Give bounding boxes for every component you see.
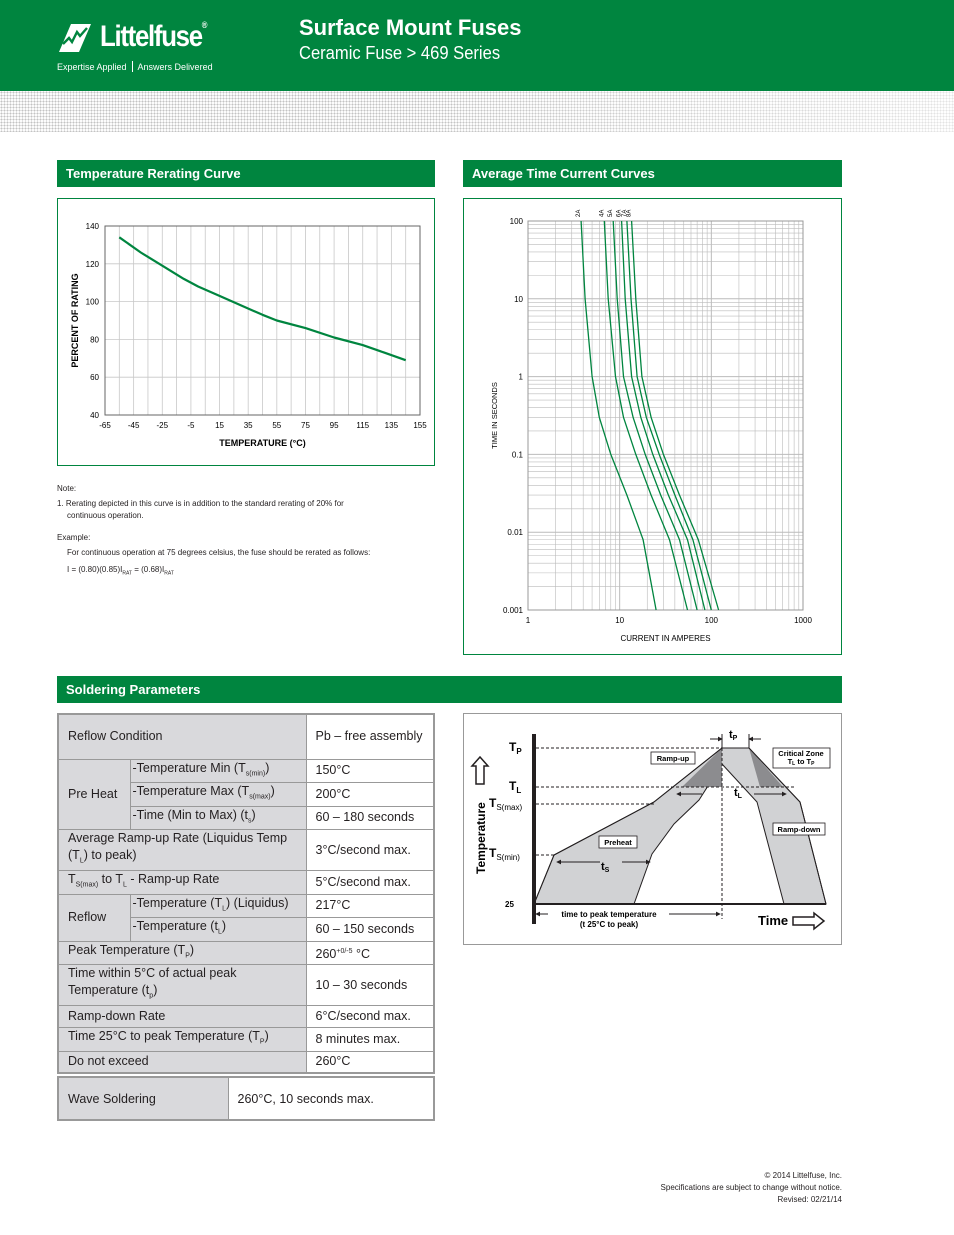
avg-ramp-label: Average Ramp-up Rate (Liquidus Temp $(T_L)$ to peak) bbox=[58, 830, 306, 871]
littelfuse-logo-icon bbox=[57, 22, 93, 54]
plot-frame bbox=[528, 221, 803, 610]
y-tick-label: 120 bbox=[85, 259, 99, 269]
page-subtitle: Ceramic Fuse > 469 Series bbox=[299, 43, 501, 63]
x-tick-label: 75 bbox=[301, 421, 310, 430]
reflow-condition-label: Reflow Condition bbox=[58, 714, 306, 759]
time-min-max-label: -Time (Min to Max) $(t_s)$ bbox=[130, 806, 306, 830]
tp-label: $T_P$ bbox=[509, 740, 522, 756]
pre-heat-label: Pre Heat bbox=[58, 759, 130, 830]
note-1-cont: continuous operation. bbox=[67, 511, 144, 520]
x-tick-label: 35 bbox=[243, 421, 253, 430]
temp-liquidus-value: 217°C bbox=[306, 894, 434, 918]
tl-label: $T_L$ bbox=[509, 779, 522, 795]
x-tick-label: 135 bbox=[384, 421, 399, 430]
series-label-7A: 7A bbox=[621, 209, 628, 217]
time-current-chart bbox=[464, 199, 841, 654]
curve-5A bbox=[613, 221, 697, 610]
x-tick-label: -45 bbox=[127, 421, 140, 430]
y-axis-label: PERCENT OF RATING bbox=[70, 273, 80, 368]
y-axis-label: TIME IN SECONDS bbox=[490, 382, 499, 449]
page-title: Surface Mount Fuses bbox=[299, 15, 522, 40]
table-row bbox=[58, 714, 434, 759]
logo-wordmark: Littelfuse® bbox=[100, 20, 208, 53]
reflow-profile-diagram bbox=[464, 714, 841, 944]
x-axis-label: TEMPERATURE (°C) bbox=[219, 438, 306, 448]
y-tick-label: 60 bbox=[90, 373, 99, 383]
time-min-max-value: 60 – 180 seconds bbox=[306, 806, 434, 830]
curve-7A bbox=[627, 221, 711, 610]
table-row bbox=[58, 941, 434, 965]
temp-liquidus-label: -Temperature $(T_L)$ (Liquidus) bbox=[130, 894, 306, 918]
tsmax-label: $T_{S(max)}$ bbox=[489, 796, 523, 812]
time-to-peak-line1: time to peak temperature bbox=[561, 910, 657, 919]
small-tp-label: tP bbox=[729, 729, 738, 742]
time-current-chart-panel bbox=[463, 198, 842, 655]
x-tick-label: 10 bbox=[615, 616, 625, 625]
small-tl-label: tL bbox=[734, 787, 742, 800]
copyright: © 2014 Littelfuse, Inc. bbox=[764, 1171, 842, 1180]
example-formula: $I = (0.80)(0.85)I_{RAT} = (0.68)I_{RAT}$ bbox=[67, 565, 174, 577]
x-tick-label: 15 bbox=[215, 421, 224, 430]
page-header bbox=[0, 0, 954, 91]
y-tick-label: 0.001 bbox=[502, 606, 523, 615]
note-1: 1. Rerating depicted in this curve is in addition to the standard rerating of 20% for bbox=[57, 499, 344, 508]
time-liquidus-value: 60 – 150 seconds bbox=[306, 918, 434, 942]
peak-temp-value: $260^{+0/-5}$ °C bbox=[306, 941, 434, 965]
note-label: Note: bbox=[57, 484, 77, 493]
wave-soldering-value: 260°C, 10 seconds max. bbox=[228, 1077, 434, 1120]
series-label-2A: 2A bbox=[576, 209, 583, 217]
ts-ramp-value: 5°C/second max. bbox=[306, 871, 434, 895]
page-footer bbox=[661, 1170, 842, 1206]
peak-temp-label: Peak Temperature $(T_P)$ bbox=[58, 941, 306, 965]
x-tick-label: -65 bbox=[99, 421, 111, 430]
temp-min-value: 150°C bbox=[306, 759, 434, 783]
do-not-exceed-value: 260°C bbox=[306, 1051, 434, 1073]
right-arrow-icon bbox=[793, 913, 824, 929]
x-tick-label: 155 bbox=[413, 421, 427, 430]
table-row bbox=[58, 871, 434, 895]
revised-date: Revised: 02/21/14 bbox=[777, 1195, 842, 1204]
rerating-section-title: Temperature Rerating Curve bbox=[57, 160, 435, 187]
time-axis-label: Time bbox=[758, 913, 789, 928]
time-within-peak-label: Time within 5°C of actual peak Temperature $(t_p)$ bbox=[58, 965, 306, 1006]
tsmin-label: $T_{S(min)}$ bbox=[489, 846, 520, 862]
soldering-parameters-table bbox=[57, 713, 435, 1074]
table-row bbox=[58, 965, 434, 1006]
example-text: For continuous operation at 75 degrees celsius, the fuse should be rerated as follows: bbox=[67, 548, 371, 557]
x-tick-label: -25 bbox=[156, 421, 169, 430]
preheat-label: Preheat bbox=[604, 838, 632, 847]
tagline: Expertise Applied Answers Delivered bbox=[57, 62, 213, 72]
y-tick-label: 100 bbox=[85, 297, 99, 307]
temp-max-value: 200°C bbox=[306, 783, 434, 807]
y-tick-label: 0.1 bbox=[511, 450, 523, 460]
x-tick-label: 100 bbox=[704, 616, 719, 625]
rerating-chart bbox=[58, 199, 434, 465]
y25-label: 25 bbox=[505, 900, 514, 909]
avg-ramp-value: 3°C/second max. bbox=[306, 830, 434, 871]
reflow-label: Reflow bbox=[58, 894, 130, 941]
y-tick-label: 1 bbox=[518, 372, 523, 382]
ts-ramp-label: $T_{S(max)}$ to $T_L$ - Ramp-up Rate bbox=[58, 871, 306, 895]
y-tick-label: 80 bbox=[90, 335, 99, 345]
wave-soldering-label: Wave Soldering bbox=[58, 1077, 228, 1120]
ramp-down-value: 6°C/second max. bbox=[306, 1006, 434, 1028]
x-tick-label: 115 bbox=[356, 421, 370, 430]
x-tick-label: -5 bbox=[187, 421, 195, 430]
x-tick-label: 1000 bbox=[794, 616, 812, 625]
reflow-condition-value: Pb – free assembly bbox=[306, 714, 434, 759]
table-row bbox=[58, 1028, 434, 1052]
time-to-peak-value: 8 minutes max. bbox=[306, 1028, 434, 1052]
ramp-down-label: Ramp-down Rate bbox=[58, 1006, 306, 1028]
small-ts-label: tS bbox=[601, 861, 610, 874]
series-label-5A: 5A bbox=[608, 209, 615, 217]
rerating-notes bbox=[57, 483, 437, 580]
critical-zone-label: Critical Zone bbox=[778, 749, 824, 758]
soldering-section-title: Soldering Parameters bbox=[57, 676, 842, 703]
time-to-peak-label: Time 25°C to peak Temperature $(T_P)$ bbox=[58, 1028, 306, 1052]
ramp-up-label: Ramp-up bbox=[656, 754, 690, 763]
table-row bbox=[58, 894, 434, 918]
table-row bbox=[58, 830, 434, 871]
series-label-4A: 4A bbox=[599, 209, 606, 217]
example-label: Example: bbox=[57, 533, 91, 542]
table-row bbox=[58, 1077, 434, 1120]
wave-soldering-table bbox=[57, 1076, 435, 1121]
time-current-section-title: Average Time Current Curves bbox=[463, 160, 842, 187]
y-tick-label: 0.01 bbox=[507, 528, 523, 538]
y-tick-label: 40 bbox=[90, 411, 99, 420]
up-arrow-icon bbox=[472, 757, 488, 784]
temperature-axis-label: Temperature bbox=[474, 802, 488, 874]
time-liquidus-label: -Temperature $(t_L)$ bbox=[130, 918, 306, 942]
time-within-peak-value: 10 – 30 seconds bbox=[306, 965, 434, 1006]
x-tick-label: 1 bbox=[525, 616, 531, 625]
time-to-peak-line2: (t 25°C to peak) bbox=[579, 920, 639, 929]
y-tick-label: 140 bbox=[85, 222, 99, 231]
temp-min-label: -Temperature Min $(T_{s(min)})$ bbox=[130, 759, 306, 783]
y-tick-label: 100 bbox=[509, 217, 523, 226]
ramp-down-label: Ramp-down bbox=[777, 825, 821, 834]
dotted-banner-fade bbox=[0, 91, 954, 132]
x-axis-label: CURRENT IN AMPERES bbox=[620, 634, 711, 643]
spec-notice: Specifications are subject to change without notice. bbox=[660, 1183, 842, 1192]
table-row bbox=[58, 1051, 434, 1073]
table-row bbox=[58, 1006, 434, 1028]
x-tick-label: 95 bbox=[329, 421, 339, 430]
series-label-8A: 8A bbox=[626, 209, 633, 217]
table-row bbox=[58, 759, 434, 783]
y-tick-label: 10 bbox=[514, 294, 523, 304]
critical-zone-range: TL to TP bbox=[787, 757, 815, 767]
reflow-profile-panel bbox=[463, 713, 842, 945]
x-tick-label: 55 bbox=[272, 421, 282, 430]
series-label-6A: 6A bbox=[616, 209, 623, 217]
do-not-exceed-label: Do not exceed bbox=[58, 1051, 306, 1073]
temp-max-label: -Temperature Max $(T_{s(max)})$ bbox=[130, 783, 306, 807]
rerating-chart-panel bbox=[57, 198, 435, 466]
